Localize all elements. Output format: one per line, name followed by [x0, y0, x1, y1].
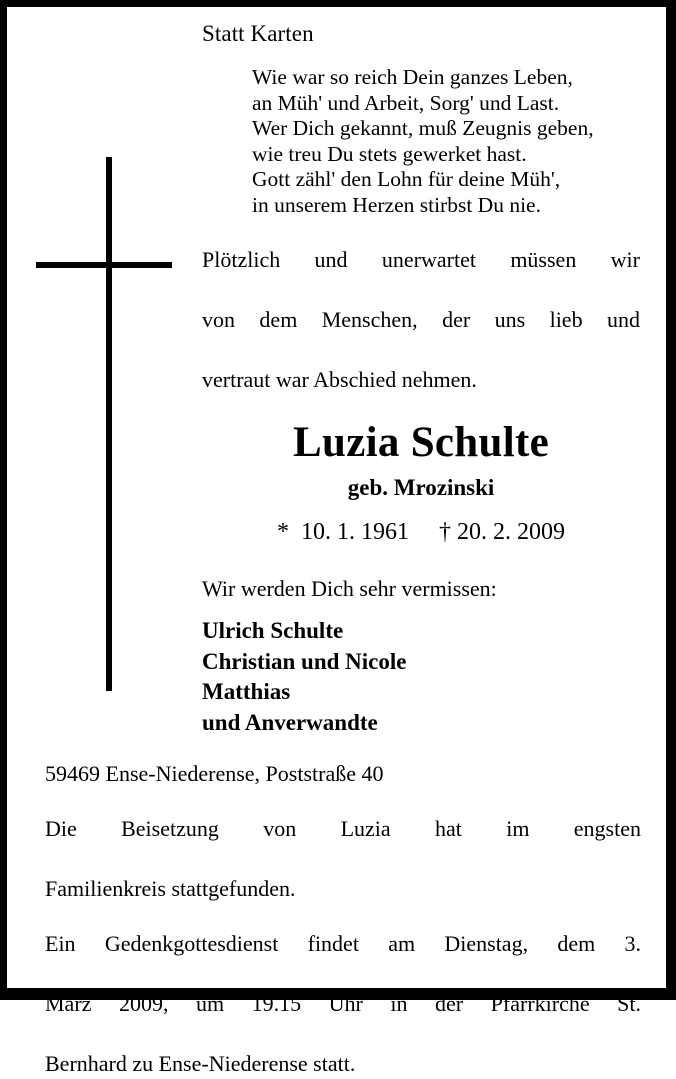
poem-line: Gott zähl' den Lohn für deine Müh', [252, 167, 561, 191]
survivor-name: und Anverwandte [202, 709, 378, 735]
lower-content-block [45, 759, 641, 1079]
service-line: März 2009, um 19.15 Uhr in der Pfarrkirche St. [45, 991, 641, 1016]
poem-line: an Müh' und Arbeit, Sorg' und Last. [252, 90, 560, 115]
death-notice-body [7, 7, 666, 1076]
deceased-name-block [202, 419, 640, 546]
memorial-poem [252, 65, 640, 218]
cross-horizontal-bar [36, 262, 172, 268]
survivor-name: Christian und Nicole [202, 648, 407, 674]
intro-line: vertraut war Abschied nehmen. [202, 367, 477, 392]
burial-line: Die Beisetzung von Luzia hat im engsten [45, 816, 641, 841]
birth-death-dates: * 10. 1. 1961 † 20. 2. 2009 [277, 519, 565, 545]
christian-cross-icon [36, 157, 202, 691]
intro-paragraph [202, 245, 640, 395]
service-line: Bernhard zu Ense-Niederense statt. [45, 1051, 356, 1076]
survivor-name: Ulrich Schulte [202, 618, 344, 643]
maiden-name: geb. Mrozinski [347, 475, 495, 500]
burial-paragraph [45, 814, 641, 904]
intro-line: von dem Menschen, der uns lieb und [202, 307, 640, 332]
cross-vertical-bar [106, 157, 112, 691]
poem-line: Wie war so reich Dein ganzes Leben, [252, 65, 573, 89]
poem-line: wie treu Du stets gewerket hast. [252, 141, 527, 166]
memorial-service-paragraph [45, 929, 641, 1079]
poem-line: Wer Dich gekannt, muß Zeugnis geben, [252, 116, 594, 140]
intro-line: Plötzlich und unerwartet müssen wir [202, 247, 640, 272]
upper-content-column [202, 19, 640, 738]
service-line: Ein Gedenkgottesdienst findet am Dienstag, dem 3. [45, 931, 641, 956]
mourning-line: Wir werden Dich sehr vermissen: [202, 576, 497, 601]
statt-karten-heading: Statt Karten [202, 21, 314, 46]
burial-line: Familienkreis stattgefunden. [45, 876, 296, 901]
survivors-list [202, 616, 640, 738]
poem-line: in unserem Herzen stirbst Du nie. [252, 192, 541, 217]
survivor-name: Matthias [202, 679, 291, 704]
deceased-name: Luzia Schulte [293, 419, 549, 466]
address-line: 59469 Ense-Niederense, Poststraße 40 [45, 761, 384, 786]
